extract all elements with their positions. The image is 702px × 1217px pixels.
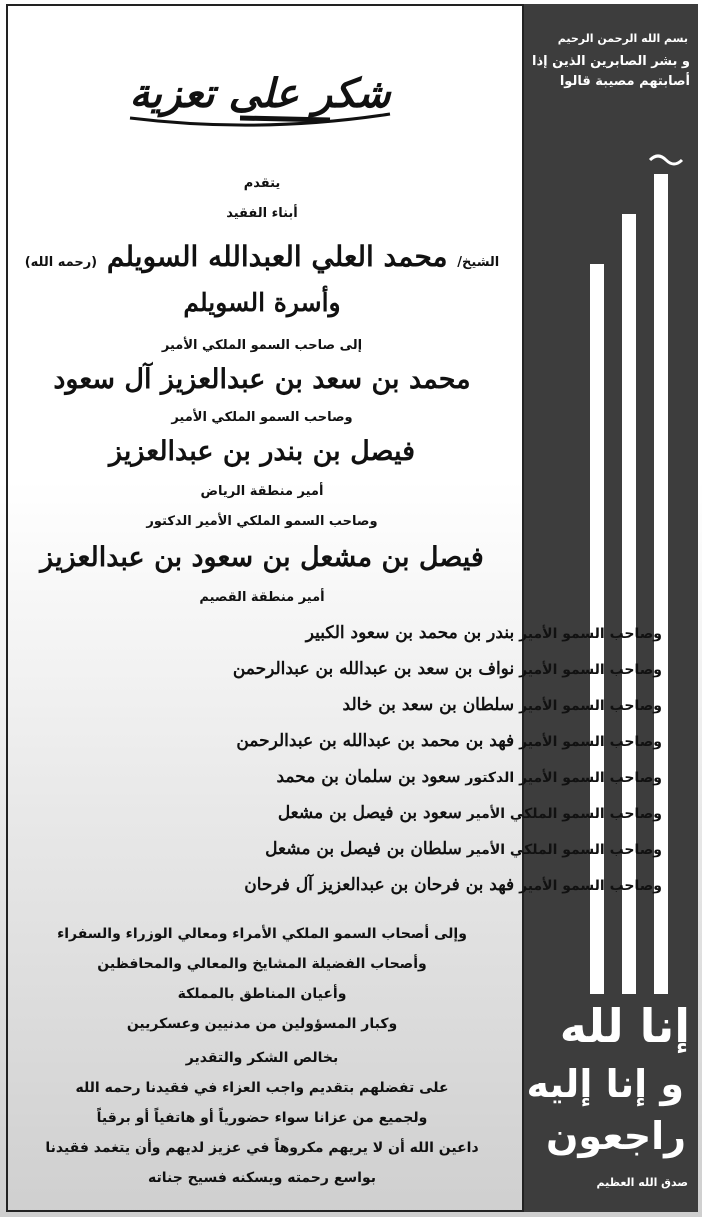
inna-lillah-text: إنا لله bbox=[559, 999, 690, 1053]
prince-name: سلطان بن فيصل بن مشعل bbox=[265, 839, 462, 859]
page-title: شكر على تعزية bbox=[129, 70, 391, 117]
abna-alfaqid: أبناء الفقيد bbox=[226, 206, 298, 221]
prince-title: وصاحب السمو الأمير bbox=[519, 734, 662, 750]
prince-row bbox=[306, 623, 662, 643]
closing-line-1: وإلى أصحاب السمو الملكي الأمراء ومعالي الوزراء والسفراء bbox=[57, 926, 467, 942]
title-flourish-icon bbox=[90, 48, 430, 128]
prince-name: فهد بن فرحان بن عبدالعزيز آل فرحان bbox=[244, 875, 515, 895]
rahimahu-allah: (رحمه الله) bbox=[24, 255, 98, 270]
recipient2-role: أمير منطقة الرياض bbox=[200, 484, 324, 499]
rajioun-text: راجعون bbox=[546, 1114, 686, 1158]
closing-line-4: وكبار المسؤولين من مدنيين وعسكريين bbox=[126, 1016, 398, 1032]
sheikh-name: محمد العلي العبدالله السويلم bbox=[106, 240, 448, 273]
closing-line-9: بواسع رحمته ويسكنه فسيح جناته bbox=[148, 1170, 376, 1186]
recipient1-name: محمد بن سعد بن عبدالعزيز آل سعود bbox=[53, 364, 471, 395]
sheikh-prefix: الشيخ/ bbox=[457, 255, 500, 270]
recipient2-name: فيصل بن بندر بن عبدالعزيز bbox=[108, 436, 416, 467]
sadaq-allah: صدق الله العظيم bbox=[596, 1176, 688, 1189]
sheikh-line bbox=[8, 240, 516, 273]
wa-inna-ilayhi-text: و إنا إليه bbox=[526, 1062, 684, 1106]
prince-row bbox=[276, 767, 662, 787]
quran-verse: و بشر الصابرين الذين إذا أصابتهم مصيبة قالوا bbox=[532, 54, 690, 89]
prince-name: سلطان بن سعد بن خالد bbox=[342, 695, 515, 715]
closing-line-5: بخالص الشكر والتقدير bbox=[185, 1050, 339, 1066]
prince-name: سعود بن سلمان بن محمد bbox=[276, 767, 461, 787]
prince-name: بندر بن محمد بن سعود الكبير bbox=[305, 623, 515, 643]
prince-row bbox=[236, 731, 662, 751]
recipient3-role: أمير منطقة القصيم bbox=[199, 590, 325, 605]
recipient3-title: وصاحب السمو الملكي الأمير الدكتور bbox=[146, 514, 378, 529]
title-area bbox=[90, 48, 430, 128]
closing-line-8: داعين الله أن لا يريهم مكروهاً في عزيز لديهم وأن يتغمد فقيدنا bbox=[45, 1140, 479, 1156]
closing-line-3: وأعيان المناطق بالمملكة bbox=[177, 986, 347, 1002]
prince-row bbox=[265, 839, 662, 859]
prince-title: وصاحب السمو الأمير bbox=[519, 662, 662, 678]
calligraphy-strokes-icon bbox=[524, 154, 698, 994]
yataqaddam: يتقدم bbox=[243, 176, 281, 191]
prince-title: وصاحب السمو الملكي الأمير bbox=[466, 842, 662, 858]
prince-title: وصاحب السمو الأمير bbox=[519, 878, 662, 894]
prince-name: سعود بن فيصل بن مشعل bbox=[277, 803, 462, 823]
recipient2-title: وصاحب السمو الملكي الأمير bbox=[171, 410, 353, 425]
prince-row bbox=[233, 659, 662, 679]
closing-line-2: وأصحاب الفضيلة المشايخ والمعالي والمحافظين bbox=[97, 956, 427, 972]
family-name: وأسرة السويلم bbox=[183, 288, 341, 317]
prince-row bbox=[278, 803, 662, 823]
prince-name: نواف بن سعد بن عبدالله بن عبدالرحمن bbox=[232, 659, 515, 679]
closing-line-6: على تفضلهم بتقديم واجب العزاء في فقيدنا رحمه الله bbox=[75, 1080, 449, 1096]
prince-row bbox=[343, 695, 662, 715]
recipient3-name: فيصل بن مشعل بن سعود بن عبدالعزيز bbox=[40, 542, 484, 573]
prince-row bbox=[244, 875, 662, 895]
prince-title: وصاحب السمو الملكي الأمير bbox=[466, 806, 662, 822]
basmala: بسم الله الرحمن الرحيم bbox=[557, 32, 688, 45]
side-panel bbox=[524, 4, 698, 1212]
prince-title: وصاحب السمو الأمير الدكتور bbox=[465, 770, 662, 786]
recipient1-title: إلى صاحب السمو الملكي الأمير bbox=[161, 338, 363, 353]
closing-line-7: ولجميع من عزانا سواء حضورياً أو هاتفياً أو برقياً bbox=[96, 1110, 428, 1126]
prince-title: وصاحب السمو الأمير bbox=[519, 626, 662, 642]
prince-title: وصاحب السمو الأمير bbox=[519, 698, 662, 714]
prince-name: فهد بن محمد بن عبدالله بن عبدالرحمن bbox=[236, 731, 515, 751]
